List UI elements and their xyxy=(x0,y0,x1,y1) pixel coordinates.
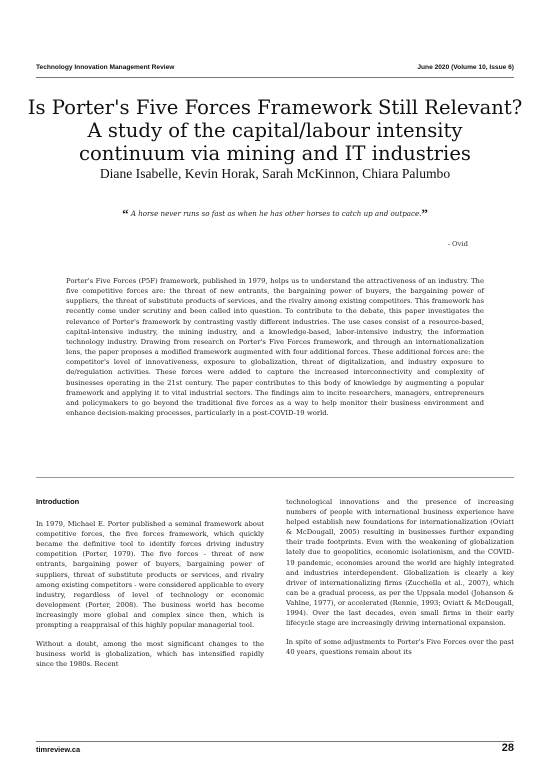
epigraph-attribution: - Ovid xyxy=(447,240,468,248)
paragraph: Without a doubt, among the most significant changes to the business world is globalization, which has intensified rapidly since the 1980s. Recent xyxy=(36,640,264,669)
right-column xyxy=(286,497,514,666)
abstract: Porter's Five Forces (P5F) framework, published in 1979, helps us to understand the attractiveness of an industry. The five competitive forces are: the threat of new entrants, the bargaining power of buyers, the bargaining power of suppliers, the threat of substitute products of services, and the rivalry among existing competitors. This framework has recently come under scrutiny and been called into question. To contribute to the debate, this paper investigates the relevance of Porter's framework by contrasting vastly different industries. The use cases consist of a resource-based, capital-intensive industry, the mining industry, and a knowledge-based, labor-intensive industry, the information technology industry. Drawing from research on Porter's Five Forces framework, and through an internationalization lens, the paper proposes a modified framework augmented with four additional forces. These additional forces are: the competitor's level of innovativeness, exposure to globalization, threat of digitalization, and industry exposure to de/regulation activities. These forces were added to capture the increased interconnectivity and complexity of businesses operating in the 21st century. The paper contributes to this body of knowledge by augmenting a popular framework and applying it to vital industrial sectors. The findings aim to incite researchers, managers, entrepreneurs and policymakers to go beyond the traditional five forces as a way to help monitor their business environment and enhance decision-making processes, particularly in a post-COVID-19 world. xyxy=(66,277,484,418)
journal-name: Technology Innovation Management Review xyxy=(36,64,175,71)
epigraph-text: A horse never runs so fast as when he has other horses to catch up and outpace. xyxy=(130,209,422,218)
footer-divider xyxy=(36,741,514,742)
footer-site: timreview.ca xyxy=(36,745,81,754)
section-divider xyxy=(36,477,514,478)
paragraph: In 1979, Michael E. Porter published a seminal framework about competitive forces, the five forces framework, which quickly became the definitive tool to identify forces driving industry competition (Porter, 1979). The five forces - threat of new entrants, bargaining power of buyers, bargaining power of suppliers, threat of substitute products or services, and rivalry among existing competitors - were considered applicable to every industry, regardless of level of technology or economic development (Porter, 2008). The business world has become increasingly more global and complex since then, which is prompting a reappraisal of this highly popular managerial tool. xyxy=(36,520,264,630)
epigraph xyxy=(36,206,514,222)
close-quote-mark: ” xyxy=(421,206,428,221)
paragraph: technological innovations and the presence of increasing numbers of people with international business experience have helped establish new foundations for internationalization (Oviatt & McDougall, 2005) resulting in businesses further expanding their trade footprints. Even with the weakening of globalization lately due to geopolitics, economic isolationism, and the COVID-19 pandemic, economies around the world are highly integrated and industries interdependent. Globalization is clearly a key driver of internationalizing firms (Zucchella et al., 2007), which can be a gradual process, as per the Uppsala model (Johanson & Vahlne, 1977), or accelerated (Rennie, 1993; Oviatt & McDougall, 1994). Over the last decades, even small firms in their early lifecycle stage are increasingly driving international expansion. xyxy=(286,498,514,628)
title-line-2: A study of the capital/labour intensity xyxy=(87,119,463,142)
paragraph: In spite of some adjustments to Porter's Five Forces over the past 40 years, questions remain about its xyxy=(286,638,514,657)
author-list: Diane Isabelle, Kevin Horak, Sarah McKinnon, Chiara Palumbo xyxy=(99,166,451,181)
header-divider xyxy=(36,77,514,78)
title-line-1: Is Porter's Five Forces Framework Still Relevant? xyxy=(27,96,523,119)
issue-info: June 2020 (Volume 10, Issue 6) xyxy=(417,64,514,71)
section-heading: Introduction xyxy=(36,497,80,506)
article-title xyxy=(24,96,526,165)
page-number: 28 xyxy=(501,742,514,754)
left-column xyxy=(36,497,264,678)
open-quote-mark: “ xyxy=(122,206,129,221)
title-line-3: continuum via mining and IT industries xyxy=(79,142,471,165)
